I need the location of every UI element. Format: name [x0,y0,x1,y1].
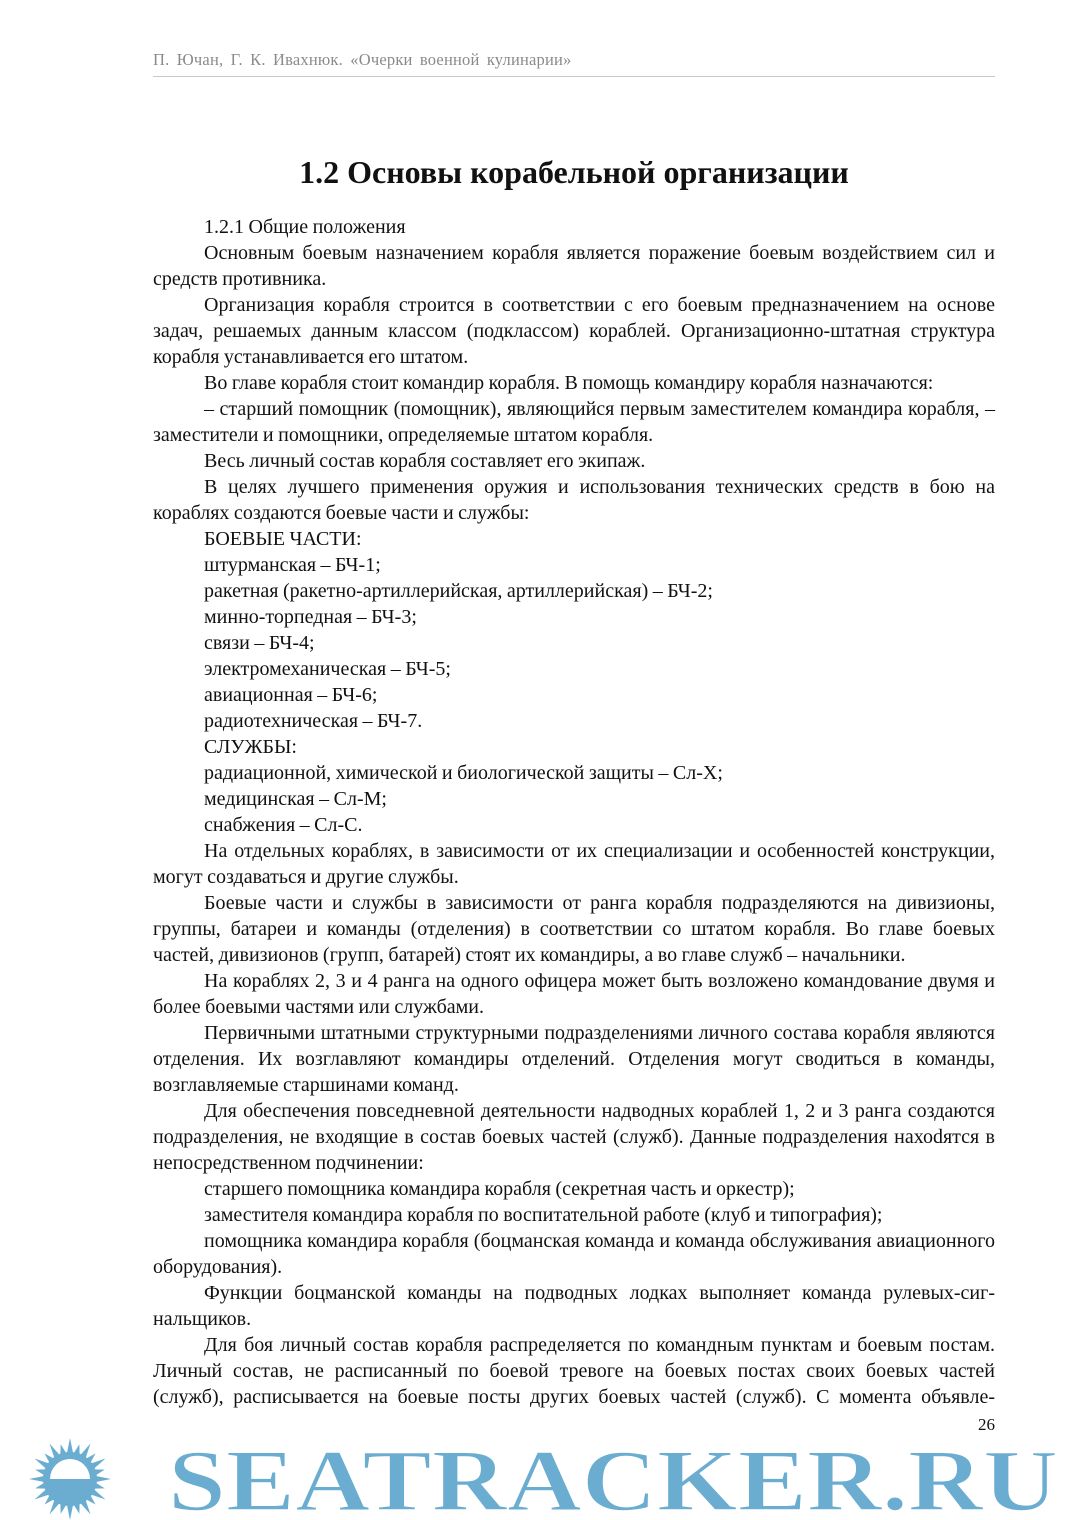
paragraph: Боевые части и службы в зависимости от ранга корабля подразделяются на дивизионы, группы, батареи и команды (отделения) в соответствии со штатом корабля. Во главе боевых частей, дивизионов (групп, батарей) стоят их командиры, а во главе служб – начальники. [153,892,995,966]
list-heading: БОЕВЫЕ ЧАСТИ: [204,528,362,550]
paragraph: Для обеспечения повседневной деятельности надводных кораблей 1, 2 и 3 ранга создаются подразделения, не входящие в состав боевых частей (служб). Данные подразделения нахоdятся в непосредственном подчинении: [153,1100,995,1174]
paragraph: Во главе корабля стоит командир корабля. В помощь командиру корабля назначаются: [204,372,934,394]
list-item: помощника командира корабля (боцманская команда и команда обслуживания авиационного оборудования). [153,1230,995,1278]
list-item: минно-торпедная – БЧ-3; [204,606,417,628]
paragraph: На отдельных кораблях, в зависимости от их специализации и особенностей конструкции, могут создаваться и другие службы. [153,840,995,888]
paragraph: Функции боцманской команды на подводных лодках выполняет команда рулевых-сигнальщиков. [153,1282,995,1330]
sun-ray [67,1438,73,1453]
paragraph: Организация корабля строится в соответствии с его боевым предназначением на основе задач, решаемых данным классом (подклассом) кораблей. Организационно-штатная структура корабля устанавливается его штатом. [153,294,995,368]
list-item: медицинская – Сл-М; [204,788,387,810]
body-text [153,214,995,1410]
list-item: ракетная (ракетно-артиллерийская, артиллерийская) – БЧ-2; [204,580,713,602]
page-number: 26 [978,1415,995,1434]
section-title: 1.2 Основы корабельной организации [299,154,849,190]
paragraph: – старший помощник (помощник), являющийся первым заместителем командира корабля, – заместители и помощники, определяемые штатом корабля. [153,398,995,446]
paragraph: На кораблях 2, 3 и 4 ранга на одного офицера может быть возложено командование двумя и более боевыми частями или службами. [153,970,995,1018]
sun-ray [29,1476,44,1482]
list-heading: СЛУЖБЫ: [204,736,297,758]
watermark [0,1438,1080,1520]
page-flow [0,214,1080,1520]
paragraph: Весь личный состав корабля составляет его экипаж. [204,450,646,472]
list-item: штурманская – БЧ-1; [204,554,381,576]
list-item: радиотехническая – БЧ-7. [204,710,423,732]
subsection-heading: 1.2.1 Общие положения [204,216,406,238]
watermark-text: SEATRACKER.RU [168,1438,1058,1520]
paragraph: Первичными штатными структурными подразделениями личного состава корабля являются отделения. Их возглавляют командиры отделений. Отделения могут сводиться в команды, возглавляемые старшинами команд. [153,1022,995,1096]
paragraph: В целях лучшего применения оружия и использования технических средств в бою на кораблях создаются боевые части и службы: [153,476,995,524]
sun-ray [67,1505,73,1520]
list-item: заместителя командира корабля по воспитательной работе (клуб и типография); [204,1204,883,1226]
list-item: связи – БЧ-4; [204,632,315,654]
paragraph: Для боя личный состав корабля распределяется по командным пунктам и боевым постам. Личный состав, не расписанный по боевой тревоге на боевых постах своих боевых частей (служб), расписывается на боевые посты других боевых частей (служб). С момента объявле- [153,1334,995,1408]
list-item: снабжения – Сл-С. [204,814,363,836]
sun-logo-icon [29,1438,111,1520]
running-header: П. Ючан, Г. К. Ивахнюк. «Очерки военной кулинарии» [153,50,572,69]
header-divider [153,76,995,77]
sun-ray [96,1476,111,1482]
list-item: старшего помощника командира корабля (секретная часть и оркестр); [204,1178,795,1200]
list-item: радиационной, химической и биологической защиты – Сл-Х; [204,762,723,784]
paragraph: Основным боевым назначением корабля является поражение боевым воздействием сил и средств противника. [153,242,995,290]
list-item: электромеханическая – БЧ-5; [204,658,451,680]
list-item: авиационная – БЧ-6; [204,684,378,706]
